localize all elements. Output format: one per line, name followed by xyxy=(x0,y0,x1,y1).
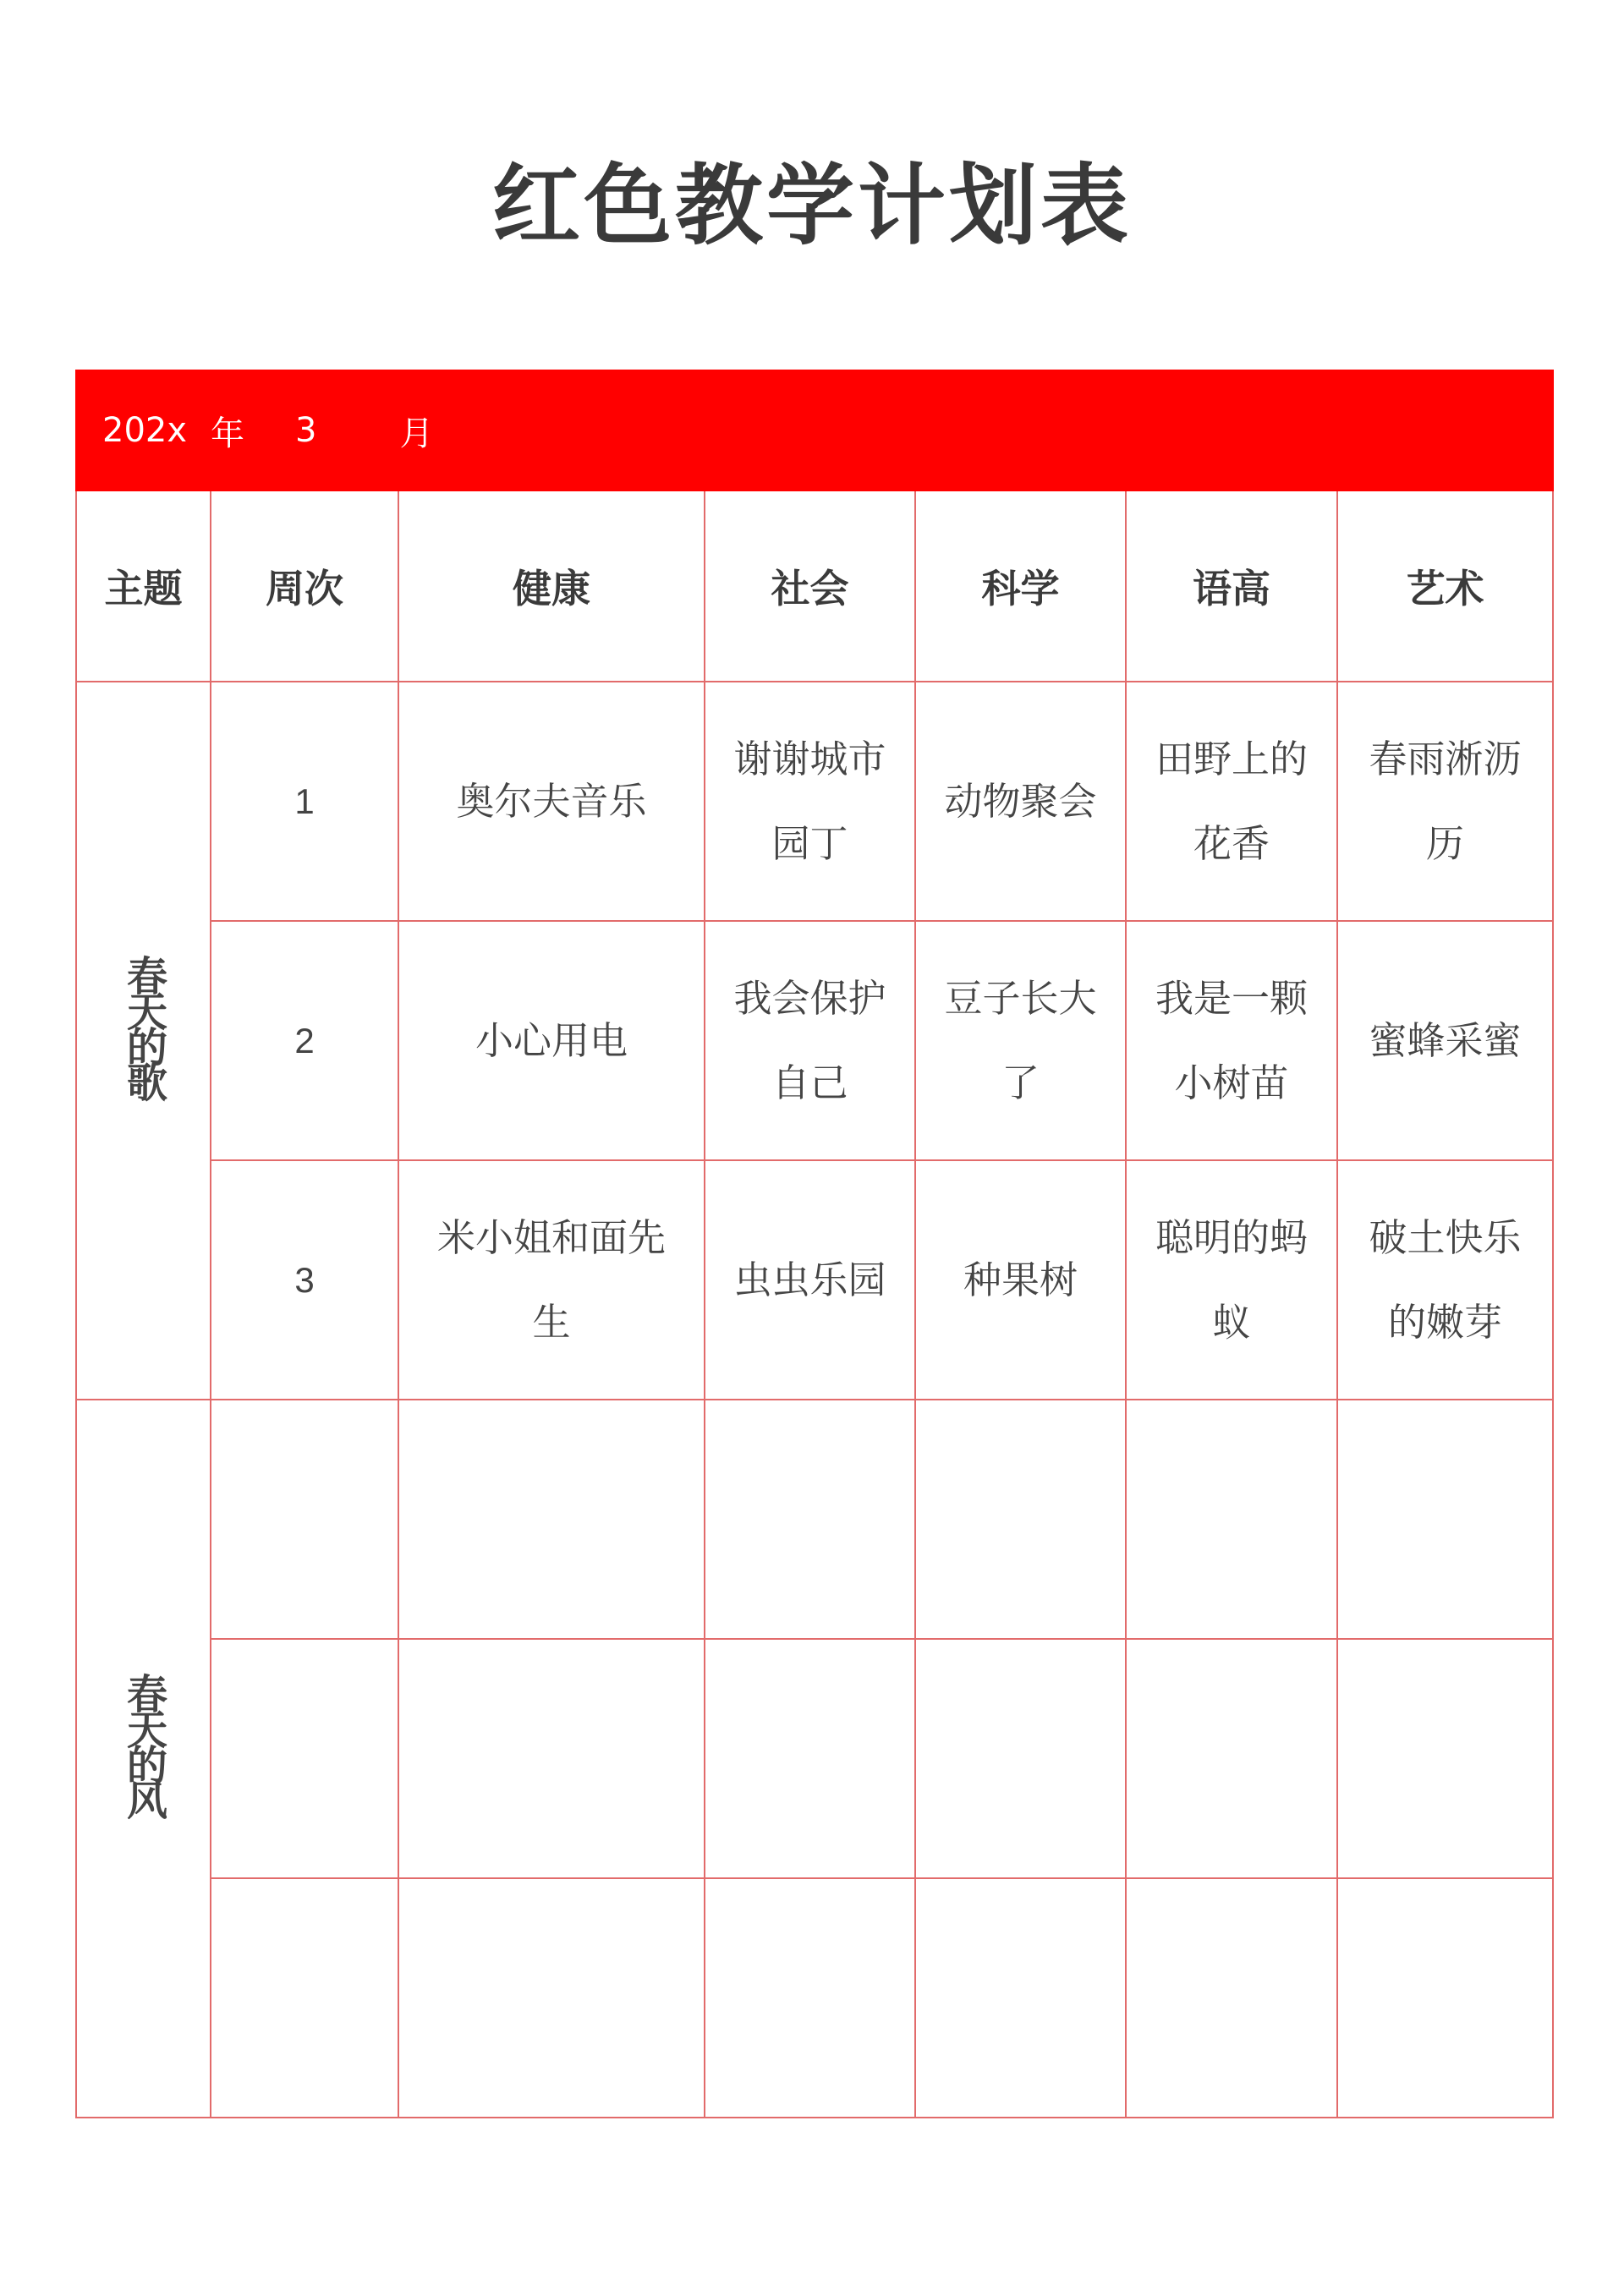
health-cell xyxy=(398,682,705,921)
banner-month-unit: 月 xyxy=(399,414,434,453)
science-cell xyxy=(915,1160,1126,1400)
society-cell xyxy=(705,1878,915,2118)
art-activity: 破土快乐的嫩芽 xyxy=(1369,1214,1522,1345)
header-art: 艺术 xyxy=(1337,490,1553,682)
art-cell xyxy=(1337,682,1553,921)
society-cell xyxy=(705,682,915,921)
date-banner xyxy=(76,370,1553,490)
art-cell xyxy=(1337,1878,1553,2118)
header-health: 健康 xyxy=(398,490,705,682)
society-cell xyxy=(705,1400,915,1639)
week-cell xyxy=(211,682,398,921)
table-row xyxy=(76,1878,1553,2118)
health-cell xyxy=(398,1878,705,2118)
art-cell xyxy=(1337,921,1553,1160)
science-activity: 豆子长大了 xyxy=(944,975,1097,1105)
date-banner-cell xyxy=(76,370,1553,490)
science-activity: 动物聚会 xyxy=(944,778,1097,824)
health-cell xyxy=(398,1639,705,1878)
science-cell xyxy=(915,1639,1126,1878)
theme-name: 春天的风 xyxy=(119,1673,167,1815)
table-row xyxy=(76,921,1553,1160)
page-title: 红色教学计划表 xyxy=(491,154,1132,257)
art-cell xyxy=(1337,1400,1553,1639)
week-cell xyxy=(211,1160,398,1400)
art-cell xyxy=(1337,1639,1553,1878)
header-row xyxy=(76,490,1553,682)
banner-month: 3 xyxy=(295,411,317,450)
art-cell xyxy=(1337,1160,1553,1400)
week-cell xyxy=(211,1878,398,2118)
week-cell xyxy=(211,1400,398,1639)
header-week: 周次 xyxy=(211,490,398,682)
society-activity: 我会保护自己 xyxy=(733,975,886,1105)
theme-cell xyxy=(76,1400,211,2118)
theme-cell xyxy=(76,682,211,1400)
week-number: 3 xyxy=(294,1260,315,1300)
language-cell xyxy=(1126,1878,1337,2118)
language-cell xyxy=(1126,1639,1337,1878)
language-activity: 聪明的蚂蚁 xyxy=(1155,1214,1308,1345)
banner-year: 202x xyxy=(102,411,188,450)
health-activity: 小心用电 xyxy=(475,1017,628,1063)
week-number: 1 xyxy=(294,781,315,821)
society-cell xyxy=(705,921,915,1160)
science-cell xyxy=(915,921,1126,1160)
table-row xyxy=(76,682,1553,921)
society-cell xyxy=(705,1639,915,1878)
language-cell xyxy=(1126,921,1337,1160)
society-activity: 谢谢城市园丁 xyxy=(733,736,886,866)
table-row xyxy=(76,1160,1553,1400)
art-activity: 蜜蜂采蜜 xyxy=(1369,1017,1522,1063)
language-cell xyxy=(1126,1400,1337,1639)
header-language: 语高 xyxy=(1126,490,1337,682)
language-activity: 田野上的花香 xyxy=(1155,736,1308,866)
header-society: 社会 xyxy=(705,490,915,682)
health-activity: 奥尔夫音乐 xyxy=(456,778,647,824)
theme-name: 春天的歌 xyxy=(119,955,167,1097)
language-activity: 我是一颗小树苗 xyxy=(1155,975,1308,1105)
health-activity: 米小姐和面先生 xyxy=(436,1214,666,1345)
language-cell xyxy=(1126,1160,1337,1400)
week-cell xyxy=(211,1639,398,1878)
banner-year-unit: 年 xyxy=(211,414,245,453)
science-cell xyxy=(915,682,1126,921)
header-science: 科学 xyxy=(915,490,1126,682)
science-cell xyxy=(915,1878,1126,2118)
header-theme: 主题 xyxy=(76,490,211,682)
society-activity: 虫虫乐园 xyxy=(733,1257,886,1302)
language-cell xyxy=(1126,682,1337,921)
society-cell xyxy=(705,1160,915,1400)
health-cell xyxy=(398,1400,705,1639)
science-cell xyxy=(915,1400,1126,1639)
art-activity: 春雨淅沥历 xyxy=(1369,736,1522,866)
week-number: 2 xyxy=(294,1021,315,1060)
table-row xyxy=(76,1400,1553,1639)
teaching-plan-table xyxy=(75,370,1554,2118)
week-cell xyxy=(211,921,398,1160)
health-cell xyxy=(398,1160,705,1400)
health-cell xyxy=(398,921,705,1160)
table-row xyxy=(76,1639,1553,1878)
science-activity: 种果树 xyxy=(963,1257,1078,1302)
